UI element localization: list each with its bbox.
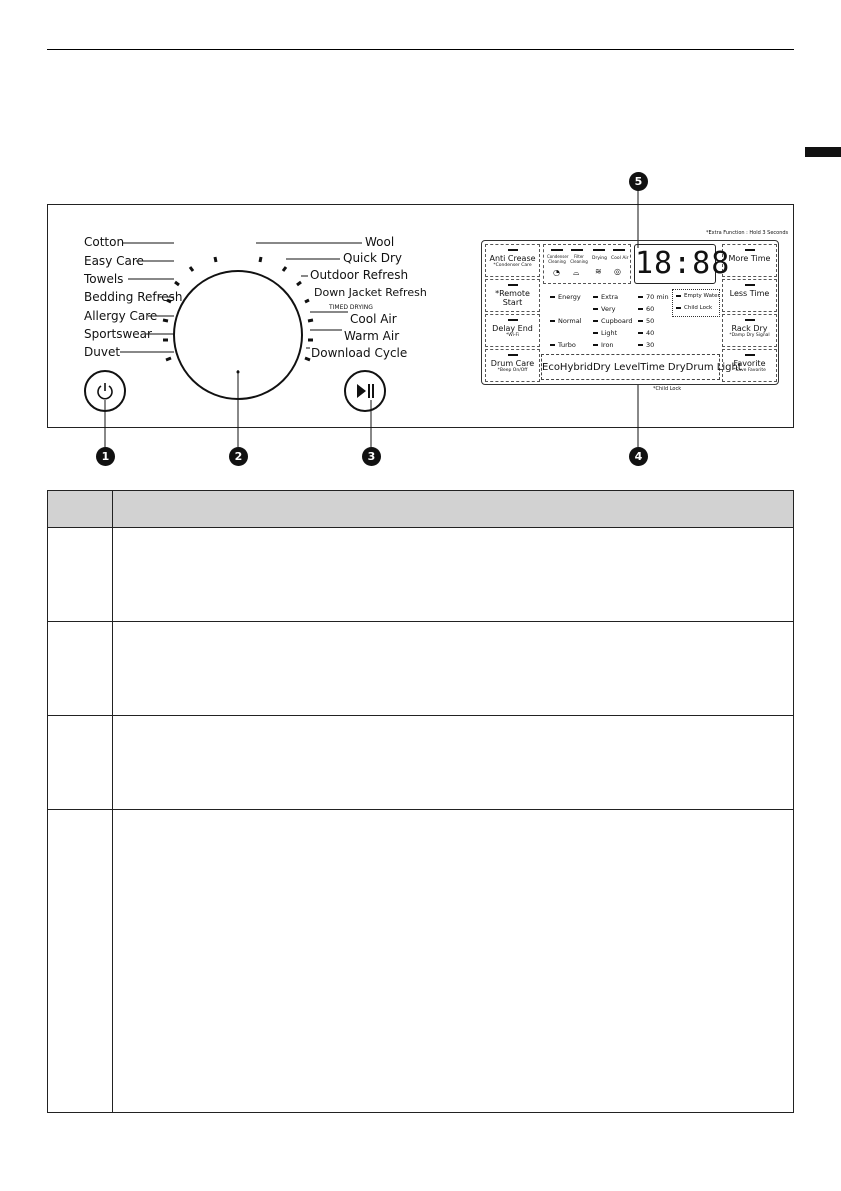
header-cell-number (48, 491, 113, 528)
callout-2: 2 (229, 447, 248, 466)
rack-dry-button[interactable] (722, 314, 777, 347)
description-table (47, 490, 794, 1113)
anti-crease-button[interactable] (485, 244, 540, 277)
time-30: 30 (638, 341, 654, 349)
program-cool-air: Cool Air (350, 312, 397, 326)
eco-energy: Energy (550, 293, 581, 301)
iron-icon: ⌓ (573, 268, 580, 277)
callout-3: 3 (362, 447, 381, 466)
dry-light: Light (593, 329, 617, 337)
dry-very: Very (593, 305, 615, 313)
signal-icon: ≋ (595, 267, 602, 276)
drum-care-button[interactable] (485, 349, 540, 382)
ecohybrid-button[interactable]: EcoHybrid (542, 361, 593, 373)
time-dry-button[interactable]: Time Dry (640, 361, 686, 373)
table-header-row (48, 491, 794, 528)
delay-end-label: Delay End (492, 324, 533, 333)
remote-start-button[interactable] (485, 279, 540, 312)
table-row (48, 716, 794, 810)
less-time-button[interactable] (722, 279, 777, 312)
callout-1: 1 (96, 447, 115, 466)
remote-start-label: *Remote Start (495, 289, 530, 307)
dry-cupboard: Cupboard (593, 317, 633, 325)
program-sportswear: Sportswear (84, 327, 152, 341)
program-wool: Wool (365, 235, 395, 249)
condenser-cleaning-label: Condenser Cleaning (547, 254, 569, 264)
program-duvet: Duvet (84, 345, 121, 359)
less-time-label: Less Time (729, 289, 770, 298)
anti-crease-note: *Condenser Care (493, 263, 532, 268)
callout-4: 4 (629, 447, 648, 466)
header-cell-description (113, 491, 794, 528)
child-lock-indicator: Child Lock (676, 305, 712, 311)
wifi-icon: ◔ (553, 268, 560, 277)
rack-dry-note: *Damp Dry Signal (729, 333, 770, 338)
favorite-label: Favorite (733, 359, 766, 368)
program-allergy-care: Allergy Care (84, 309, 158, 323)
timed-drying-label: TIMED DRYING (329, 304, 373, 311)
favorite-note: *Save Favorite (733, 368, 766, 373)
extra-function-note: *Extra Function : Hold 3 Seconds (706, 230, 789, 236)
program-download-cycle: Download Cycle (311, 346, 408, 360)
program-warm-air: Warm Air (344, 329, 400, 343)
program-cotton: Cotton (84, 235, 125, 249)
time-40: 40 (638, 329, 654, 337)
time-display (634, 244, 731, 284)
filter-cleaning-label: Filter Cleaning (570, 254, 588, 264)
more-time-label: More Time (728, 254, 771, 263)
anti-crease-label: Anti Crease (489, 254, 536, 263)
table-row (48, 528, 794, 622)
smart-diagnosis-icon: ◎ (614, 267, 621, 276)
time-60: 60 (638, 305, 654, 313)
time-70: 70 min (638, 293, 669, 301)
dry-extra: Extra (593, 293, 618, 301)
time-50: 50 (638, 317, 654, 325)
drum-care-label: Drum Care (490, 359, 535, 368)
dry-level-button[interactable]: Dry Level (592, 361, 641, 373)
drying-label: Drying (592, 256, 607, 261)
drum-light-button[interactable]: Drum Light (685, 361, 742, 373)
bottom-button-bar (541, 354, 742, 380)
program-quick-dry: Quick Dry (343, 251, 403, 265)
table-row (48, 622, 794, 716)
program-outdoor-refresh: Outdoor Refresh (310, 268, 409, 282)
program-easy-care: Easy Care (84, 254, 144, 268)
table-row (48, 810, 794, 1113)
cool-air-label: Cool Air (611, 256, 629, 261)
drum-care-note: *Beep On/Off (497, 368, 528, 373)
eco-normal: Normal (550, 317, 582, 325)
program-down-jacket-refresh: Down Jacket Refresh (314, 286, 427, 299)
program-towels: Towels (84, 272, 124, 286)
more-time-button[interactable] (722, 244, 777, 277)
time-digits: 18:88 (635, 246, 731, 281)
empty-water-indicator: Empty Water (676, 293, 720, 299)
delay-end-note: *Wi-Fi (506, 333, 519, 338)
callout-5: 5 (629, 172, 648, 191)
program-bedding-refresh: Bedding Refresh (84, 290, 183, 304)
eco-turbo: Turbo (550, 341, 576, 349)
rack-dry-label: Rack Dry (731, 324, 768, 333)
dry-iron: Iron (593, 341, 614, 349)
child-lock-note: *Child Lock (653, 386, 682, 392)
delay-end-button[interactable] (485, 314, 540, 347)
